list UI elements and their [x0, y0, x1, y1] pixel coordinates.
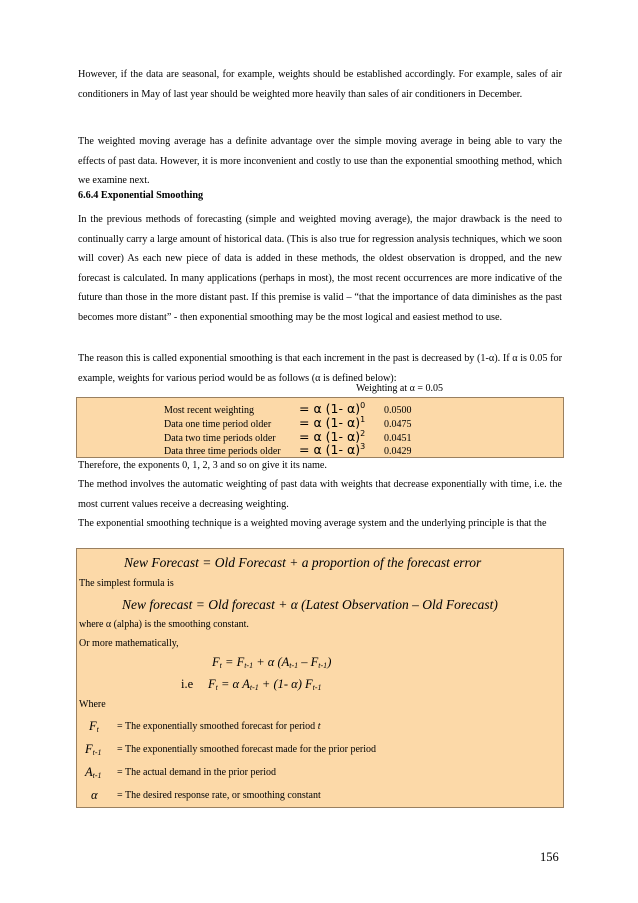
- paragraph-principle: The exponential smoothing technique is a weighted moving average system and the underlying principle is that the: [78, 518, 547, 529]
- simplest-label: The simplest formula is: [79, 578, 174, 589]
- formula-box: [76, 548, 564, 808]
- equation-recursive: $F_t = F_{t-1} + \alpha$ $(A_{t-1} - F_{t-1})$: [212, 655, 332, 670]
- def-text: = The exponentially smoothed forecast for period t: [117, 721, 321, 732]
- weighting-header: Weighting at α = 0.05: [356, 383, 444, 394]
- weight-row-formula: = α (1- α)$^0$: [299, 401, 366, 416]
- def-symbol: $A_{t-1}$: [85, 765, 102, 780]
- weighting-table-box: [76, 383, 564, 458]
- weight-row-label: Data three time periods older: [164, 446, 281, 457]
- def-symbol: α: [91, 788, 98, 802]
- weight-row-label: Data two time periods older: [164, 433, 276, 444]
- weight-row-value: 0.0500: [384, 405, 412, 416]
- def-text: = The actual demand in the prior period: [117, 767, 277, 778]
- weight-row-value: 0.0475: [384, 419, 412, 430]
- weight-row-formula: = α (1- α)$^3$: [299, 442, 366, 457]
- weight-row-value: 0.0451: [384, 433, 412, 444]
- paragraph-seasonal: However, if the data are seasonal, for example, weights should be established accordingly. For example, sales of air conditioners in May of last year should be weighted more heavily than sales of air conditioners in December.: [78, 69, 562, 100]
- formula-headline: New Forecast = Old Forecast + a proportion of the forecast error: [124, 555, 482, 570]
- page-number: 156: [540, 850, 559, 864]
- alpha-definition: where α (alpha) is the smoothing constant.: [79, 619, 249, 630]
- weight-row-label: Most recent weighting: [164, 405, 254, 416]
- section-heading: 6.6.4 Exponential Smoothing: [78, 190, 204, 201]
- where-label: Where: [79, 699, 106, 710]
- def-text: = The desired response rate, or smoothing constant: [117, 790, 321, 801]
- def-text: = The exponentially smoothed forecast made for the prior period: [117, 744, 376, 755]
- paragraph-weighted-advantage: The weighted moving average has a definite advantage over the simple moving average in being able to vary the effects of past data. However, it is more inconvenient and costly to use than the exponential smoothing method, which we examine next.: [78, 136, 562, 186]
- def-symbol: $F_t$: [89, 719, 99, 734]
- weight-row-value: 0.0429: [384, 446, 412, 457]
- paragraph-previous-methods: In the previous methods of forecasting (simple and weighted moving average), the major drawback is the need to continually carry a large amount of historical data. (This is also true for regression analysis techniques, which we soon will cover) As each new piece of data is added in these methods, the oldest observation is dropped, and the new forecast is calculated. In many applications (perhaps in most), the most recent occurrences are more indicative of the future than those in the more distant past. If this premise is valid – “that the importance of data diminishes as the past becomes more distant” - then exponential smoothing may be the most logical and easiest method to use.: [78, 214, 562, 323]
- def-symbol: $F_{t-1}$: [85, 742, 102, 757]
- more-math-label: Or more mathematically,: [79, 638, 179, 649]
- equation-expanded: $F_t = \alpha$ $A_{t-1} + (1-$ α) $F_{t-1}$: [208, 677, 322, 692]
- weight-row-formula: = α (1- α)$^1$: [299, 415, 366, 430]
- simplest-formula: New forecast = Old forecast + α (Latest Observation – Old Forecast): [122, 597, 498, 612]
- paragraph-method: The method involves the automatic weighting of past data with weights that decrease exponentially with time, i.e. the most current values receive a decreasing weighting.: [78, 479, 562, 510]
- weight-row-formula: = α (1- α)$^2$: [299, 429, 366, 444]
- paragraph-reason: The reason this is called exponential smoothing is that each increment in the past is decreased by (1-α). If α is 0.05 for example, weights for various period would be as follows (α is defined below):: [78, 353, 562, 384]
- ie-label: i.e: [181, 677, 194, 691]
- paragraph-exponents: Therefore, the exponents 0, 1, 2, 3 and so on give it its name.: [78, 460, 327, 471]
- weight-row-label: Data one time period older: [164, 419, 272, 430]
